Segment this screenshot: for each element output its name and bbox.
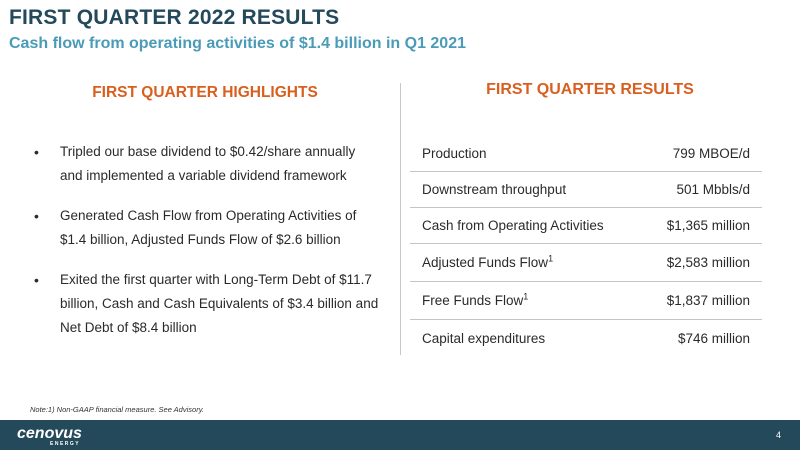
footnote-marker: 1 — [548, 253, 554, 264]
results-heading: FIRST QUARTER RESULTS — [486, 81, 694, 98]
slide-title: FIRST QUARTER 2022 RESULTS — [9, 6, 340, 29]
bullet-icon: • — [34, 272, 39, 288]
row-value: $2,583 million — [666, 255, 750, 270]
row-label: Cash from Operating Activities — [422, 218, 604, 233]
row-label: Free Funds Flow$^1$ — [422, 291, 529, 308]
highlight-text: Exited the first quarter with Long-Term Debt of $11.7 billion, Cash and Cash Equivalents of $3.4 billion and Net Debt of $8.4 billion — [60, 272, 379, 335]
page-number: 4 — [775, 430, 781, 440]
row-value: $746 million — [677, 330, 750, 346]
svg-text:cenovus: cenovus — [17, 425, 82, 442]
footnote: Note:1) Non-GAAP financial measure. See Advisory. — [30, 405, 204, 414]
row-value: 501 Mbbls/d — [676, 182, 750, 197]
row-label: Production — [422, 146, 487, 161]
highlight-item — [34, 268, 379, 340]
cenovus-logo — [16, 424, 96, 446]
slide-subtitle: Cash flow from operating activities of $1.4 billion in Q1 2021 — [9, 35, 466, 52]
table-row — [410, 136, 762, 172]
row-value: $1,365 million — [666, 218, 750, 233]
highlights-list — [34, 140, 379, 356]
row-label: Downstream throughput — [422, 182, 567, 197]
table-row — [410, 244, 762, 282]
highlights-heading: FIRST QUARTER HIGHLIGHTS — [92, 84, 318, 101]
column-divider — [400, 83, 401, 355]
table-row — [410, 172, 762, 208]
row-label: Capital expenditures — [422, 330, 546, 346]
bullet-icon: • — [34, 208, 39, 224]
table-row — [410, 282, 762, 320]
results-table — [410, 136, 762, 356]
footnote-marker: 1 — [523, 291, 529, 302]
table-row — [410, 208, 762, 244]
highlight-item — [34, 204, 379, 252]
highlight-item — [34, 140, 379, 188]
bullet-icon: • — [34, 144, 39, 160]
highlight-text: Generated Cash Flow from Operating Activities of $1.4 billion, Adjusted Funds Flow of $2.6 billion — [60, 208, 357, 247]
svg-text:ENERGY: ENERGY — [50, 441, 81, 446]
footer-bar — [0, 420, 800, 450]
highlight-text: Tripled our base dividend to $0.42/share annually and implemented a variable dividend framework — [60, 144, 356, 183]
row-value: 799 MBOE/d — [672, 146, 750, 161]
table-row — [410, 320, 762, 356]
row-value: $1,837 million — [666, 293, 750, 308]
row-label: Adjusted Funds Flow$^1$ — [422, 253, 554, 270]
